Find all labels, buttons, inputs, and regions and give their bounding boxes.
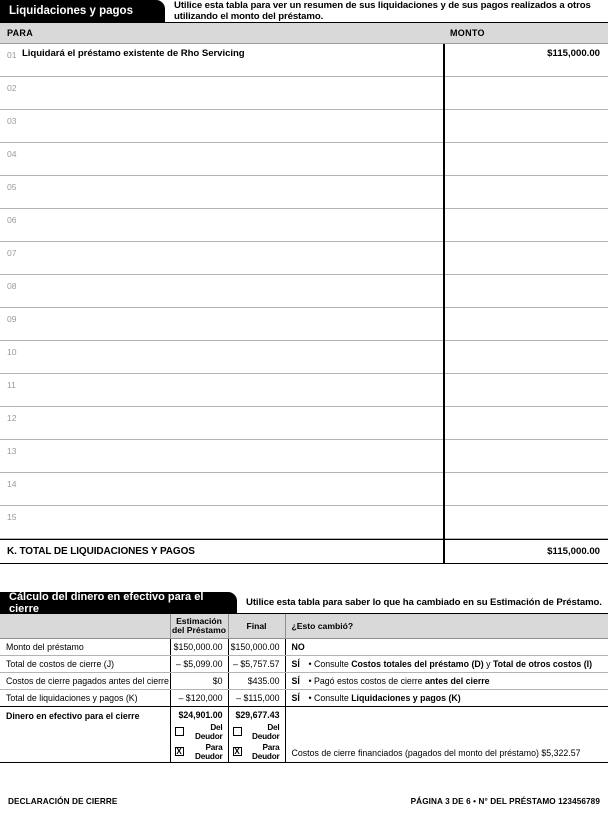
row-amount — [443, 506, 608, 510]
table-row[interactable] — [0, 440, 608, 473]
row-note-reference-2: Total de otros costos (I) — [492, 658, 593, 669]
table-row[interactable] — [0, 308, 608, 341]
row-number: 02 — [7, 83, 17, 94]
row-estimate-value: $0 — [170, 672, 228, 689]
payoffs-section-title: Liquidaciones y pagos — [9, 5, 133, 17]
estimate-from-borrower-checkbox-row[interactable] — [171, 722, 223, 742]
row-description — [22, 275, 443, 279]
cash-to-close-instruction-text: Utilice esta tabla para saber lo que ha cambiado en su Estimación de Préstamo. — [246, 597, 602, 609]
estimate-from-borrower-checkbox[interactable] — [175, 727, 184, 736]
row-amount — [443, 473, 608, 477]
row-description — [22, 209, 443, 213]
final-row-final-amount: $29,677.43 — [235, 709, 280, 720]
row-amount: $115,000.00 — [547, 48, 600, 60]
column-header-estimate-line1: Estimación — [176, 616, 222, 627]
final-row-final-cell — [228, 706, 285, 762]
column-header-blank — [0, 614, 170, 638]
row-estimate-value: – $120,000 — [170, 689, 228, 706]
row-label: Total de liquidaciones y pagos (K) — [0, 689, 170, 706]
cash-to-close-rows-container — [0, 638, 608, 706]
row-number: 05 — [7, 182, 17, 193]
row-description — [22, 440, 443, 444]
column-header-para: PARA — [7, 28, 34, 39]
table-row[interactable] — [0, 506, 608, 539]
payoffs-total-label: K. TOTAL DE LIQUIDACIONES Y PAGOS — [7, 546, 195, 558]
table-row[interactable] — [0, 672, 608, 689]
row-number: 13 — [7, 446, 17, 457]
cash-to-close-section-header — [0, 592, 608, 613]
table-row[interactable] — [0, 407, 608, 440]
table-row[interactable] — [0, 242, 608, 275]
row-description — [22, 110, 443, 114]
cash-to-close-table — [0, 613, 608, 763]
final-to-borrower-label: Para Deudor — [252, 742, 280, 761]
row-number: 15 — [7, 512, 17, 523]
row-estimate-value: – $5,099.00 — [170, 655, 228, 672]
payoffs-table — [0, 22, 608, 564]
table-row[interactable] — [0, 143, 608, 176]
row-changed-cell — [285, 672, 608, 689]
final-row-note: Costos de cierre financiados (pagados del monto del préstamo) $5,322.57 — [285, 706, 608, 762]
final-to-borrower-checkbox-row[interactable] — [229, 742, 280, 762]
row-amount — [443, 308, 608, 312]
row-number: 08 — [7, 281, 17, 292]
table-row[interactable] — [0, 341, 608, 374]
row-description — [22, 176, 443, 180]
table-row[interactable] — [0, 638, 608, 655]
row-number: 01 — [7, 50, 17, 61]
payoffs-total-divider — [443, 540, 445, 563]
row-amount — [443, 242, 608, 246]
payoffs-instruction-text: Utilice esta tabla para ver un resumen de sus liquidaciones y de sus pagos realizados a otros utilizando el monto del préstamo. — [174, 0, 591, 22]
final-to-borrower-checkbox[interactable]: X — [234, 746, 240, 756]
row-changed-cell — [285, 638, 608, 655]
final-row-estimate-amount: $24,901.00 — [178, 709, 223, 720]
row-amount — [443, 143, 608, 147]
row-final-value: – $5,757.57 — [228, 655, 285, 672]
estimate-from-borrower-label: Del Deudor — [195, 722, 223, 741]
row-note-reference: Liquidaciones y pagos (K) — [351, 692, 461, 703]
column-header-estimate — [170, 614, 228, 638]
row-note-connector: y — [483, 658, 493, 669]
payoffs-column-divider — [443, 44, 445, 540]
payoffs-section-header — [0, 0, 608, 22]
row-description — [22, 407, 443, 411]
table-row[interactable] — [0, 473, 608, 506]
row-note-text: • Consulte — [308, 658, 352, 669]
row-description — [22, 473, 443, 477]
estimate-to-borrower-label: Para Deudor — [195, 742, 223, 761]
final-from-borrower-label: Del Deudor — [252, 722, 280, 741]
row-changed-answer: SÍ — [291, 675, 300, 686]
estimate-to-borrower-checkbox-row[interactable] — [171, 742, 223, 762]
row-number: 10 — [7, 347, 17, 358]
final-row-estimate-cell — [170, 706, 228, 762]
payoffs-total-amount: $115,000.00 — [547, 546, 600, 558]
table-row[interactable] — [0, 209, 608, 242]
payoffs-rows-container — [0, 44, 608, 539]
row-estimate-value: $150,000.00 — [170, 638, 228, 655]
footer-document-title: DECLARACIÓN DE CIERRE — [8, 797, 118, 806]
row-final-value: $150,000.00 — [228, 638, 285, 655]
table-row[interactable] — [0, 176, 608, 209]
row-changed-answer: NO — [291, 641, 305, 652]
row-amount — [443, 209, 608, 213]
row-number: 07 — [7, 248, 17, 259]
table-row[interactable] — [0, 44, 608, 77]
row-description — [22, 374, 443, 378]
cash-to-close-section-tab — [0, 592, 237, 613]
final-from-borrower-checkbox-row[interactable] — [229, 722, 280, 742]
row-number: 06 — [7, 215, 17, 226]
row-note-reference: Costos totales del préstamo (D) — [351, 658, 484, 669]
row-number: 12 — [7, 413, 17, 424]
row-description — [22, 242, 443, 246]
row-amount — [443, 275, 608, 279]
cash-to-close-header-row — [0, 614, 608, 638]
row-amount — [443, 374, 608, 378]
payoffs-total-row — [0, 539, 608, 564]
row-changed-cell — [285, 655, 608, 672]
row-amount — [443, 176, 608, 180]
page-footer — [0, 797, 608, 806]
section-spacer — [0, 564, 608, 592]
row-note-text: • Pagó estos costos de cierre — [308, 675, 426, 686]
row-final-value: – $115,000 — [228, 689, 285, 706]
table-row[interactable] — [0, 77, 608, 110]
row-amount — [443, 341, 608, 345]
payoffs-table-header-row — [0, 23, 608, 44]
row-description: Liquidará el préstamo existente de Rho Servicing — [22, 48, 245, 60]
column-header-final: Final — [228, 614, 285, 638]
footer-page-info: PÁGINA 3 DE 6 • N° DEL PRÉSTAMO 123456789 — [410, 797, 600, 806]
cash-to-close-final-row — [0, 706, 608, 762]
column-header-estimate-line2: del Préstamo — [172, 625, 226, 636]
table-row[interactable] — [0, 110, 608, 143]
row-amount — [443, 110, 608, 114]
estimate-to-borrower-checkbox[interactable]: X — [176, 746, 182, 756]
cash-to-close-section-title: Cálculo del dinero en efectivo para el cierre — [9, 590, 204, 615]
row-number: 11 — [7, 380, 16, 391]
row-number: 03 — [7, 116, 17, 127]
table-row[interactable] — [0, 655, 608, 672]
row-changed-answer: SÍ — [291, 692, 300, 703]
row-final-value: $435.00 — [228, 672, 285, 689]
row-description — [22, 143, 443, 147]
row-changed-cell — [285, 689, 608, 706]
row-amount — [443, 407, 608, 411]
row-description — [22, 341, 443, 345]
row-note-reference: antes del cierre — [425, 675, 490, 686]
payoffs-section-tab — [0, 0, 165, 22]
row-number: 14 — [7, 479, 17, 490]
final-row-label: Dinero en efectivo para el cierre — [0, 706, 170, 762]
row-description — [22, 506, 443, 510]
row-number: 09 — [7, 314, 17, 325]
column-header-monto: MONTO — [450, 28, 485, 39]
row-label: Monto del préstamo — [0, 638, 170, 655]
row-amount — [443, 440, 608, 444]
row-label: Total de costos de cierre (J) — [0, 655, 170, 672]
row-amount — [443, 77, 608, 81]
row-description — [22, 308, 443, 312]
row-description — [22, 77, 443, 81]
table-row[interactable] — [0, 275, 608, 308]
row-changed-answer: SÍ — [291, 658, 300, 669]
row-note-text: • Consulte — [308, 692, 352, 703]
row-label: Costos de cierre pagados antes del cierre — [0, 672, 170, 689]
final-from-borrower-checkbox[interactable] — [233, 727, 242, 736]
table-row[interactable] — [0, 689, 608, 706]
column-header-changed: ¿Esto cambió? — [285, 614, 608, 638]
table-row[interactable] — [0, 374, 608, 407]
row-number: 04 — [7, 149, 17, 160]
